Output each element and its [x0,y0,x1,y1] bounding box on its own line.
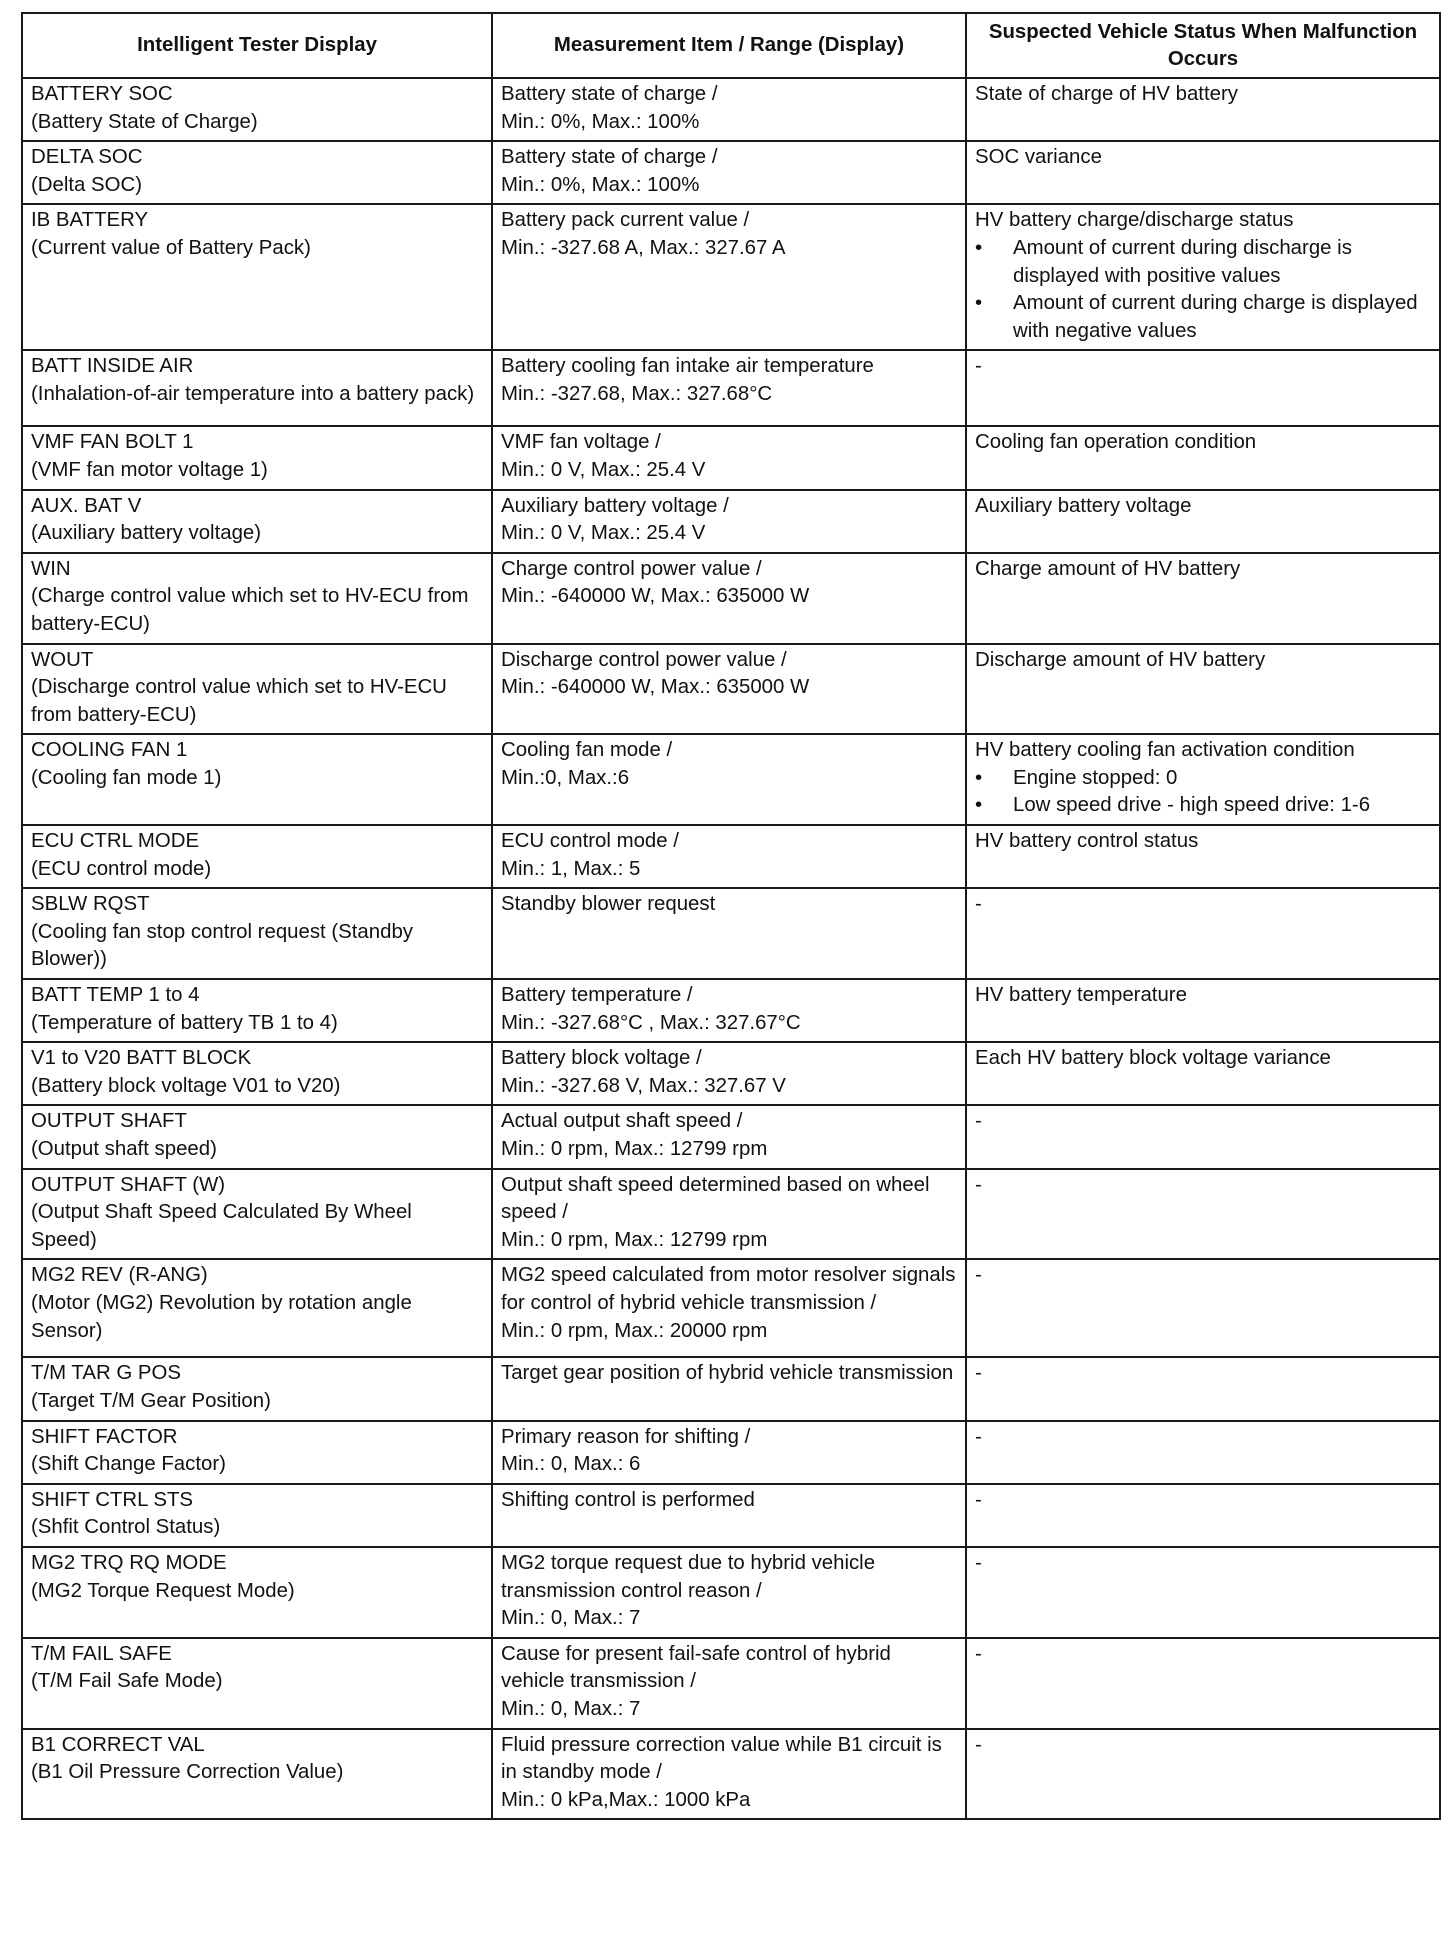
tester-display-cell [22,1169,492,1260]
measurement-cell [492,1547,966,1638]
status-bullet-list [975,765,1431,820]
status-bullet-item: • Amount of current during charge is displayed with negative values [975,290,1431,345]
tester-display-cell-line: WIN [31,557,71,580]
header-suspected-status: Suspected Vehicle Status When Malfunction Occurs [966,13,1440,78]
status-cell [966,1042,1440,1105]
measurement-cell-line: Min.: -327.68, Max.: 327.68°C [501,382,773,405]
status-cell [966,204,1440,350]
measurement-cell-line: Min.: -640000 W, Max.: 635000 W [501,585,810,608]
measurement-cell [492,1484,966,1547]
status-cell [966,644,1440,735]
measurement-cell [492,141,966,204]
tester-display-cell-line: (Cooling fan mode 1) [31,766,222,789]
tester-display-cell [22,1105,492,1168]
tester-display-cell-line: (Auxiliary battery voltage) [31,522,262,545]
tester-display-cell-line: (Motor (MG2) Revolution by rotation angle Sensor) [31,1291,412,1342]
tester-display-cell-line: BATT TEMP 1 to 4 [31,984,200,1007]
measurement-cell [492,1042,966,1105]
measurement-cell-line: Min.: 0%, Max.: 100% [501,173,700,196]
status-cell [966,1169,1440,1260]
measurement-cell-line: Battery temperature / [501,984,693,1007]
tester-display-cell [22,1259,492,1357]
status-cell-line: - [975,1264,982,1287]
measurement-cell-line: Shifting control is performed [501,1488,755,1511]
measurement-cell [492,644,966,735]
status-cell-line: HV battery control status [975,830,1199,853]
table-row [22,141,1440,204]
measurement-cell [492,734,966,825]
tester-display-cell [22,350,492,426]
data-list-table [21,12,1441,1820]
table-header-row [22,13,1440,78]
table-row [22,734,1440,825]
status-cell-line: - [975,1110,982,1133]
measurement-cell [492,1259,966,1357]
status-cell-line: SOC variance [975,146,1102,169]
measurement-cell [492,1169,966,1260]
status-bullet-item: • Low speed drive - high speed drive: 1-6 [975,792,1431,820]
measurement-cell-line: Min.: 0 V, Max.: 25.4 V [501,522,706,545]
measurement-cell-line: Battery state of charge / [501,83,718,105]
measurement-cell-line: Cooling fan mode / [501,739,673,762]
tester-display-cell-line: (Battery State of Charge) [31,110,258,133]
measurement-cell [492,1729,966,1820]
table-row [22,350,1440,426]
status-bullet-item: • Engine stopped: 0 [975,765,1431,793]
status-cell-line: - [975,355,982,378]
measurement-cell [492,825,966,888]
status-cell [966,1547,1440,1638]
tester-display-cell-line: (Current value of Battery Pack) [31,236,311,259]
measurement-cell-line: Cause for present fail-safe control of hybrid vehicle transmission / [501,1642,891,1693]
table-row [22,1042,1440,1105]
measurement-cell-line: Min.: 1, Max.: 5 [501,857,641,880]
measurement-cell [492,1105,966,1168]
status-cell [966,350,1440,426]
status-cell-line: - [975,1362,982,1385]
measurement-cell-line: MG2 torque request due to hybrid vehicle transmission control reason / [501,1551,876,1602]
measurement-cell-line: Min.: 0 kPa,Max.: 1000 kPa [501,1788,751,1811]
tester-display-cell [22,204,492,350]
status-bullet-list [975,235,1431,345]
table-row [22,1357,1440,1420]
tester-display-cell-line: (Battery block voltage V01 to V20) [31,1074,341,1097]
measurement-cell-line: Fluid pressure correction value while B1 circuit is in standby mode / [501,1733,942,1784]
status-cell-line: Cooling fan operation condition [975,431,1257,454]
measurement-cell-line: Battery state of charge / [501,146,718,169]
tester-display-cell-line: OUTPUT SHAFT [31,1110,187,1133]
status-cell [966,1421,1440,1484]
tester-display-cell-line: (Shift Change Factor) [31,1453,226,1476]
tester-display-cell-line: WOUT [31,648,94,671]
tester-display-cell-line: (Inhalation-of-air temperature into a battery pack) [31,382,475,405]
status-cell-line: - [975,1642,982,1665]
measurement-cell-line: ECU control mode / [501,830,679,853]
table-row [22,426,1440,489]
measurement-cell [492,350,966,426]
measurement-cell-line: Min.: 0, Max.: 7 [501,1607,641,1630]
measurement-cell-line: Charge control power value / [501,557,762,580]
tester-display-cell-line: V1 to V20 BATT BLOCK [31,1047,252,1070]
measurement-cell-line: Min.: 0 rpm, Max.: 12799 rpm [501,1138,768,1160]
table-row [22,1638,1440,1729]
measurement-cell-line: VMF fan voltage / [501,431,661,454]
measurement-cell-line: MG2 speed calculated from motor resolver signals for control of hybrid vehicle transmission / [501,1264,956,1314]
tester-display-cell [22,78,492,141]
tester-display-cell-line: (Discharge control value which set to HV-ECU from battery-ECU) [31,676,447,726]
status-cell [966,1729,1440,1820]
tester-display-cell [22,426,492,489]
measurement-cell-line: Min.: -327.68 V, Max.: 327.67 V [501,1074,786,1097]
table-row [22,644,1440,735]
status-cell-line: - [975,893,982,916]
tester-display-cell [22,553,492,644]
tester-display-cell [22,888,492,979]
tester-display-cell-line: (VMF fan motor voltage 1) [31,458,268,481]
tester-display-cell [22,644,492,735]
tester-display-cell-line: (MG2 Torque Request Mode) [31,1579,295,1602]
measurement-cell-line: Actual output shaft speed / [501,1110,743,1133]
table-row [22,1169,1440,1260]
status-cell [966,141,1440,204]
table-row [22,979,1440,1042]
tester-display-cell-line: BATT INSIDE AIR [31,355,194,378]
status-cell-line: Discharge amount of HV battery [975,648,1266,671]
measurement-cell-line: Min.: -327.68°C , Max.: 327.67°C [501,1011,801,1034]
tester-display-cell-line: (ECU control mode) [31,857,212,880]
status-cell-line: Auxiliary battery voltage [975,494,1192,517]
tester-display-cell-line: COOLING FAN 1 [31,739,188,762]
tester-display-cell-line: DELTA SOC [31,146,143,169]
measurement-cell-line: Standby blower request [501,893,716,916]
tester-display-cell-line: (Output shaft speed) [31,1138,217,1160]
measurement-cell-line: Auxiliary battery voltage / [501,494,729,517]
tester-display-cell-line: AUX. BAT V [31,494,142,517]
measurement-cell [492,1421,966,1484]
tester-display-cell-line: (Charge control value which set to HV-ECU from battery-ECU) [31,585,469,635]
tester-display-cell-line: (Delta SOC) [31,173,143,196]
table-row [22,888,1440,979]
measurement-cell-line: Min.: -640000 W, Max.: 635000 W [501,676,810,699]
measurement-cell-line: Min.: 0, Max.: 6 [501,1453,641,1476]
tester-display-cell [22,1638,492,1729]
status-cell [966,553,1440,644]
measurement-cell-line: Battery cooling fan intake air temperature [501,355,874,378]
status-cell [966,1259,1440,1357]
tester-display-cell-line: SBLW RQST [31,893,150,916]
header-tester-display: Intelligent Tester Display [22,13,492,78]
measurement-cell-line: Output shaft speed determined based on wheel speed / [501,1173,930,1224]
status-cell-line: Charge amount of HV battery [975,557,1241,580]
measurement-cell-line: Discharge control power value / [501,648,787,671]
tester-display-cell-line: BATTERY SOC [31,83,173,105]
table-row [22,1421,1440,1484]
measurement-cell [492,204,966,350]
status-cell [966,1105,1440,1168]
tester-display-cell [22,1421,492,1484]
header-measurement-item: Measurement Item / Range (Display) [492,13,966,78]
status-cell-line: HV battery temperature [975,984,1187,1007]
tester-display-cell-line: MG2 REV (R-ANG) [31,1264,208,1287]
table-row [22,1484,1440,1547]
tester-display-cell [22,825,492,888]
measurement-cell-line: Min.: 0 rpm, Max.: 12799 rpm [501,1228,768,1251]
table-row [22,1105,1440,1168]
tester-display-cell [22,1547,492,1638]
table-row [22,1259,1440,1357]
tester-display-cell-line: (B1 Oil Pressure Correction Value) [31,1761,344,1784]
measurement-cell [492,426,966,489]
status-cell [966,734,1440,825]
measurement-cell [492,553,966,644]
tester-display-cell [22,1729,492,1820]
status-cell-line: - [975,1488,982,1511]
table-row [22,204,1440,350]
tester-display-cell-line: (Cooling fan stop control request (Standby Blower)) [31,920,413,971]
measurement-cell-line: Min.: 0%, Max.: 100% [501,110,700,133]
table-row [22,825,1440,888]
measurement-cell [492,490,966,553]
tester-display-cell [22,734,492,825]
tester-display-cell [22,490,492,553]
tester-display-cell-line: (T/M Fail Safe Mode) [31,1670,223,1693]
measurement-cell [492,888,966,979]
table-body [22,78,1440,1819]
status-cell [966,1357,1440,1420]
tester-display-cell-line: (Shfit Control Status) [31,1516,221,1539]
tester-display-cell-line: OUTPUT SHAFT (W) [31,1173,226,1196]
tester-display-cell-line: MG2 TRQ RQ MODE [31,1551,227,1574]
status-cell [966,426,1440,489]
status-cell [966,78,1440,141]
tester-display-cell-line: (Output Shaft Speed Calculated By Wheel Speed) [31,1201,412,1251]
status-cell-line: - [975,1425,982,1448]
tester-display-cell [22,1484,492,1547]
tester-display-cell-line: T/M FAIL SAFE [31,1642,172,1665]
measurement-cell-line: Battery pack current value / [501,209,750,232]
status-cell-line: HV battery charge/discharge status [975,209,1294,232]
tester-display-cell [22,1357,492,1420]
tester-display-cell-line: ECU CTRL MODE [31,830,200,853]
tester-display-cell-line: VMF FAN BOLT 1 [31,431,194,454]
tester-display-cell-line: SHIFT CTRL STS [31,1488,194,1511]
measurement-cell [492,1357,966,1420]
tester-display-cell [22,141,492,204]
table-row [22,78,1440,141]
tester-display-cell-line: T/M TAR G POS [31,1362,181,1385]
table-row [22,553,1440,644]
measurement-cell-line: Primary reason for shifting / [501,1425,751,1448]
status-cell [966,1484,1440,1547]
tester-display-cell-line: IB BATTERY [31,209,149,232]
measurement-cell-line: Min.: 0 rpm, Max.: 20000 rpm [501,1319,768,1342]
tester-display-cell-line: SHIFT FACTOR [31,1425,178,1448]
tester-display-cell [22,1042,492,1105]
status-cell [966,825,1440,888]
status-cell-line: - [975,1551,982,1574]
status-bullet-item: • Amount of current during discharge is displayed with positive values [975,235,1431,290]
measurement-cell [492,78,966,141]
measurement-cell [492,1638,966,1729]
tester-display-cell [22,979,492,1042]
status-cell [966,888,1440,979]
tester-display-cell-line: (Target T/M Gear Position) [31,1389,271,1412]
table-row [22,490,1440,553]
measurement-cell-line: Min.: 0, Max.: 7 [501,1697,641,1720]
measurement-cell-line: Min.: 0 V, Max.: 25.4 V [501,458,706,481]
tester-display-cell-line: (Temperature of battery TB 1 to 4) [31,1011,338,1034]
status-cell-line: Each HV battery block voltage variance [975,1047,1331,1070]
measurement-cell-line: Target gear position of hybrid vehicle transmission [501,1362,954,1385]
measurement-cell-line: Min.: -327.68 A, Max.: 327.67 A [501,236,786,259]
table-row [22,1547,1440,1638]
status-cell [966,979,1440,1042]
status-cell-line: - [975,1173,982,1196]
status-cell [966,1638,1440,1729]
table-row [22,1729,1440,1820]
measurement-cell [492,979,966,1042]
measurement-cell-line: Min.:0, Max.:6 [501,766,630,789]
measurement-cell-line: Battery block voltage / [501,1047,702,1070]
status-cell-line: State of charge of HV battery [975,83,1238,105]
status-cell-line: - [975,1733,982,1756]
tester-display-cell-line: B1 CORRECT VAL [31,1733,205,1756]
status-cell [966,490,1440,553]
status-cell-line: HV battery cooling fan activation condition [975,739,1355,762]
